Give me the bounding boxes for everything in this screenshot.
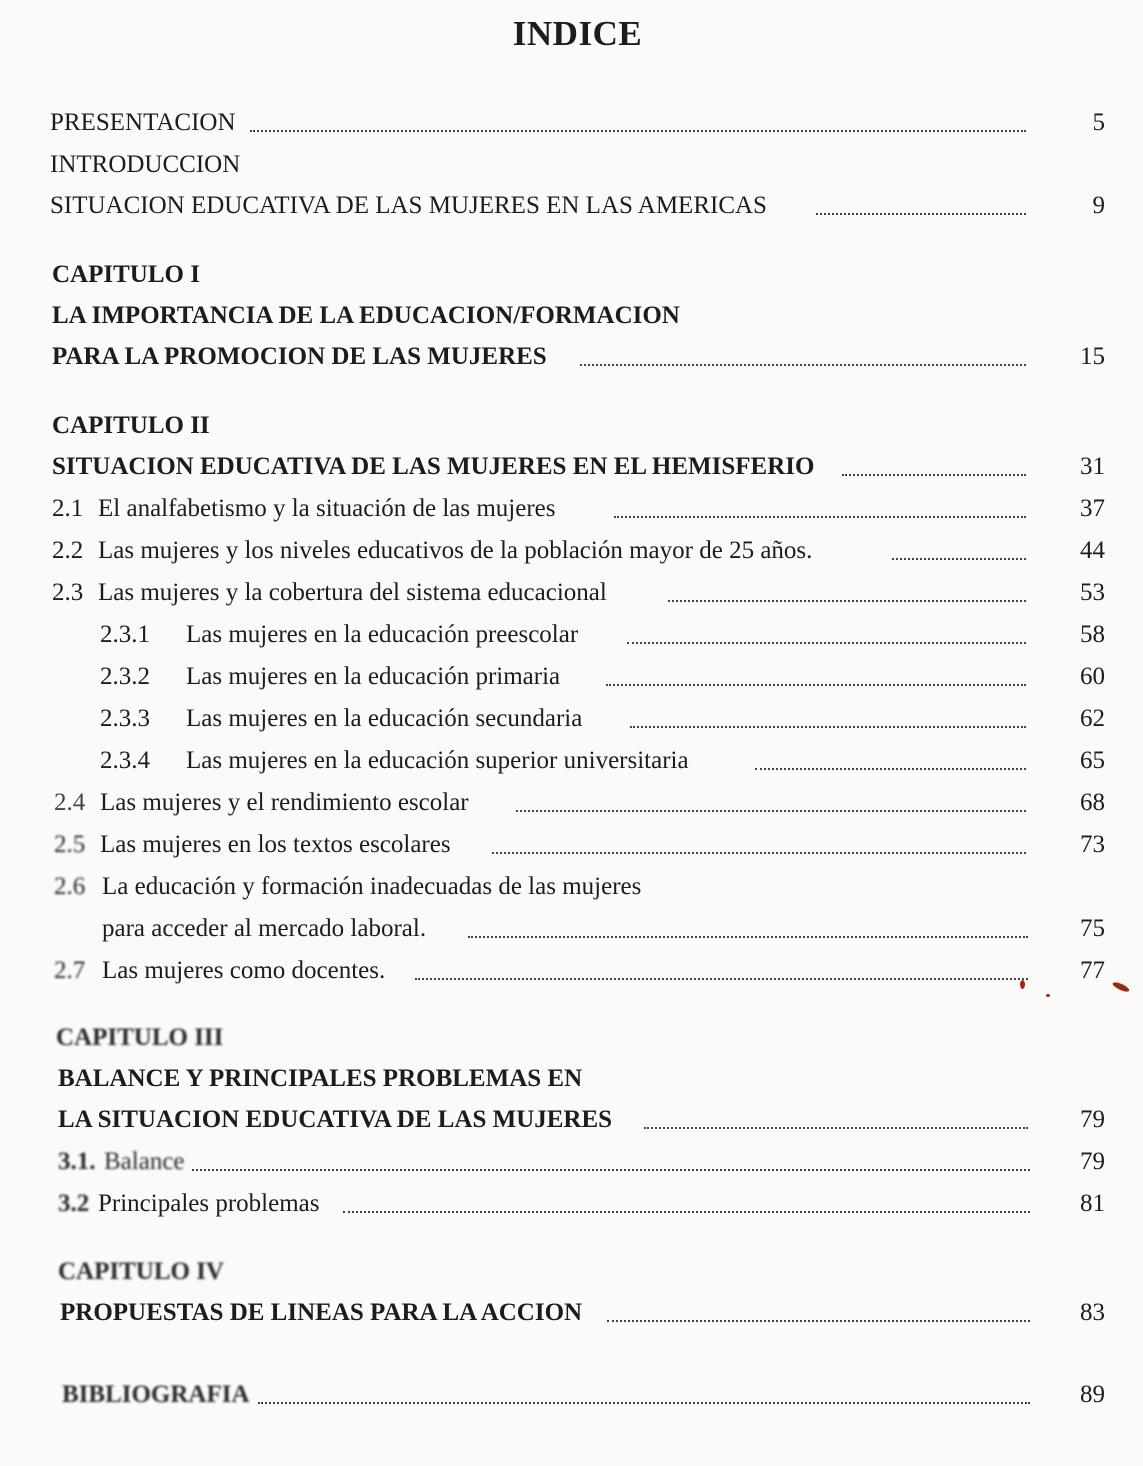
toc-page-number: 73 — [1080, 831, 1105, 858]
chapter-heading-1 — [0, 257, 1143, 293]
toc-entry-cap2 — [0, 449, 1143, 485]
section-number: 2.3.1 — [100, 621, 150, 648]
chapter-heading-2 — [0, 408, 1143, 444]
dot-leader — [668, 600, 1026, 602]
toc-entry-text: BIBLIOGRAFIA — [62, 1381, 250, 1408]
toc-entry-cap3 — [0, 1102, 1143, 1138]
toc-entry-cap4 — [0, 1295, 1143, 1331]
toc-entry-text: Las mujeres en la educación secundaria — [186, 705, 583, 732]
toc-entry-text: SITUACION EDUCATIVA DE LAS MUJERES EN LAS AMERICAS — [50, 192, 767, 219]
dot-leader — [755, 768, 1026, 770]
toc-entry-2-3-4 — [0, 743, 1143, 779]
toc-entry-text: Las mujeres en la educación superior universitaria — [186, 747, 689, 774]
toc-page-number: 60 — [1080, 663, 1105, 690]
toc-entry-introduccion — [0, 188, 1143, 224]
dot-leader — [192, 1169, 1030, 1171]
dot-leader — [250, 130, 1026, 132]
toc-entry-text: Balance — [104, 1148, 185, 1175]
chapter-title: PROPUESTAS DE LINEAS PARA LA ACCION — [60, 1299, 583, 1326]
chapter-title-1-line1 — [0, 298, 1143, 334]
toc-page-number: 62 — [1080, 705, 1105, 732]
toc-page-number: 77 — [1080, 957, 1105, 984]
dot-leader — [606, 684, 1026, 686]
toc-entry-2-3-3 — [0, 701, 1143, 737]
chapter-title: PARA LA PROMOCION DE LAS MUJERES — [52, 343, 547, 370]
toc-page-number: 44 — [1080, 537, 1105, 564]
toc-entry-text: Las mujeres y el rendimiento escolar — [100, 789, 469, 816]
toc-page-number: 37 — [1080, 495, 1105, 522]
toc-entry-text: Las mujeres en la educación primaria — [186, 663, 561, 690]
toc-page-number: 31 — [1080, 453, 1105, 480]
toc-entry-2-2 — [0, 533, 1143, 569]
toc-entry-2-6-line2 — [0, 911, 1143, 947]
toc-page-number: 79 — [1080, 1106, 1105, 1133]
toc-entry-3-2 — [0, 1186, 1143, 1222]
toc-page-number: 79 — [1080, 1148, 1105, 1175]
toc-page-number: 83 — [1080, 1299, 1105, 1326]
chapter-title: LA IMPORTANCIA DE LA EDUCACION/FORMACION — [52, 302, 680, 329]
toc-entry-text: Las mujeres como docentes. — [102, 957, 386, 984]
toc-entry-2-3-2 — [0, 659, 1143, 695]
toc-entry-text: Las mujeres en los textos escolares — [100, 831, 451, 858]
dot-leader — [607, 1320, 1030, 1322]
toc-page-number: 5 — [1092, 109, 1105, 136]
toc-entry-2-5 — [0, 827, 1143, 863]
chapter-heading: CAPITULO I — [52, 261, 200, 288]
toc-page-number: 15 — [1080, 343, 1105, 370]
section-number: 2.4 — [54, 789, 86, 816]
dot-leader — [816, 213, 1026, 215]
ink-stain — [1046, 994, 1050, 997]
toc-page-number: 9 — [1092, 192, 1105, 219]
dot-leader — [492, 852, 1026, 854]
dot-leader — [516, 810, 1026, 812]
section-number: 2.3 — [52, 579, 84, 606]
toc-entry-2-6-line1 — [0, 869, 1143, 905]
dot-leader — [892, 558, 1026, 560]
section-number: 2.6 — [54, 873, 86, 900]
chapter-heading: CAPITULO IV — [58, 1258, 224, 1285]
section-number: 2.5 — [54, 831, 86, 858]
section-heading: INTRODUCCION — [50, 151, 241, 178]
chapter-title: LA SITUACION EDUCATIVA DE LAS MUJERES — [58, 1106, 613, 1133]
toc-entry-presentacion — [0, 105, 1143, 141]
dot-leader — [468, 936, 1028, 938]
toc-entry-text: Principales problemas — [98, 1190, 320, 1217]
toc-entry-cap1 — [0, 339, 1143, 375]
dot-leader — [644, 1127, 1028, 1129]
chapter-title: BALANCE Y PRINCIPALES PROBLEMAS EN — [58, 1065, 583, 1092]
section-heading-introduccion — [0, 147, 1143, 183]
toc-entry-2-4 — [0, 785, 1143, 821]
dot-leader — [415, 978, 1028, 980]
chapter-heading-4 — [0, 1254, 1143, 1290]
ink-stain — [1020, 980, 1025, 989]
dot-leader — [627, 642, 1026, 644]
toc-entry-text: Las mujeres y los niveles educativos de la población mayor de 25 años. — [98, 537, 813, 564]
toc-entry-text: Las mujeres y la cobertura del sistema educacional — [98, 579, 607, 606]
toc-entry-bibliografia — [0, 1377, 1143, 1413]
dot-leader — [630, 726, 1026, 728]
section-number: 2.7 — [54, 957, 86, 984]
toc-page-number: 65 — [1080, 747, 1105, 774]
toc-page-number: 75 — [1080, 915, 1105, 942]
chapter-title: SITUACION EDUCATIVA DE LAS MUJERES EN EL HEMISFERIO — [52, 453, 815, 480]
toc-entry-text: Las mujeres en la educación preescolar — [186, 621, 579, 648]
toc-page-number: 53 — [1080, 579, 1105, 606]
page-title: INDICE — [512, 14, 643, 53]
dot-leader — [580, 364, 1026, 366]
toc-entry-3-1 — [0, 1144, 1143, 1180]
section-number: 2.3.3 — [100, 705, 150, 732]
section-number: 2.1 — [52, 495, 84, 522]
toc-page-number: 58 — [1080, 621, 1105, 648]
toc-entry-text-continued: para acceder al mercado laboral. — [102, 915, 427, 942]
toc-entry-text: La educación y formación inadecuadas de las mujeres — [102, 873, 642, 900]
toc-entry-2-1 — [0, 491, 1143, 527]
chapter-heading-3 — [0, 1020, 1143, 1056]
section-number: 2.3.4 — [100, 747, 150, 774]
chapter-heading: CAPITULO II — [52, 412, 210, 439]
toc-page-number: 89 — [1080, 1381, 1105, 1408]
toc-entry-2-3-1 — [0, 617, 1143, 653]
section-number: 3.1. — [58, 1148, 96, 1175]
chapter-title-3-line1 — [0, 1061, 1143, 1097]
toc-entry-text: El analfabetismo y la situación de las mujeres — [98, 495, 556, 522]
dot-leader — [614, 516, 1026, 518]
section-number: 2.3.2 — [100, 663, 150, 690]
toc-entry-2-7 — [0, 953, 1143, 989]
toc-page-number: 68 — [1080, 789, 1105, 816]
toc-page-number: 81 — [1080, 1190, 1105, 1217]
dot-leader — [258, 1402, 1030, 1404]
section-number: 3.2 — [58, 1190, 90, 1217]
chapter-heading: CAPITULO III — [56, 1024, 224, 1051]
section-number: 2.2 — [52, 537, 84, 564]
dot-leader — [842, 474, 1026, 476]
toc-entry-text: PRESENTACION — [50, 109, 236, 136]
toc-entry-2-3 — [0, 575, 1143, 611]
dot-leader — [343, 1211, 1030, 1213]
